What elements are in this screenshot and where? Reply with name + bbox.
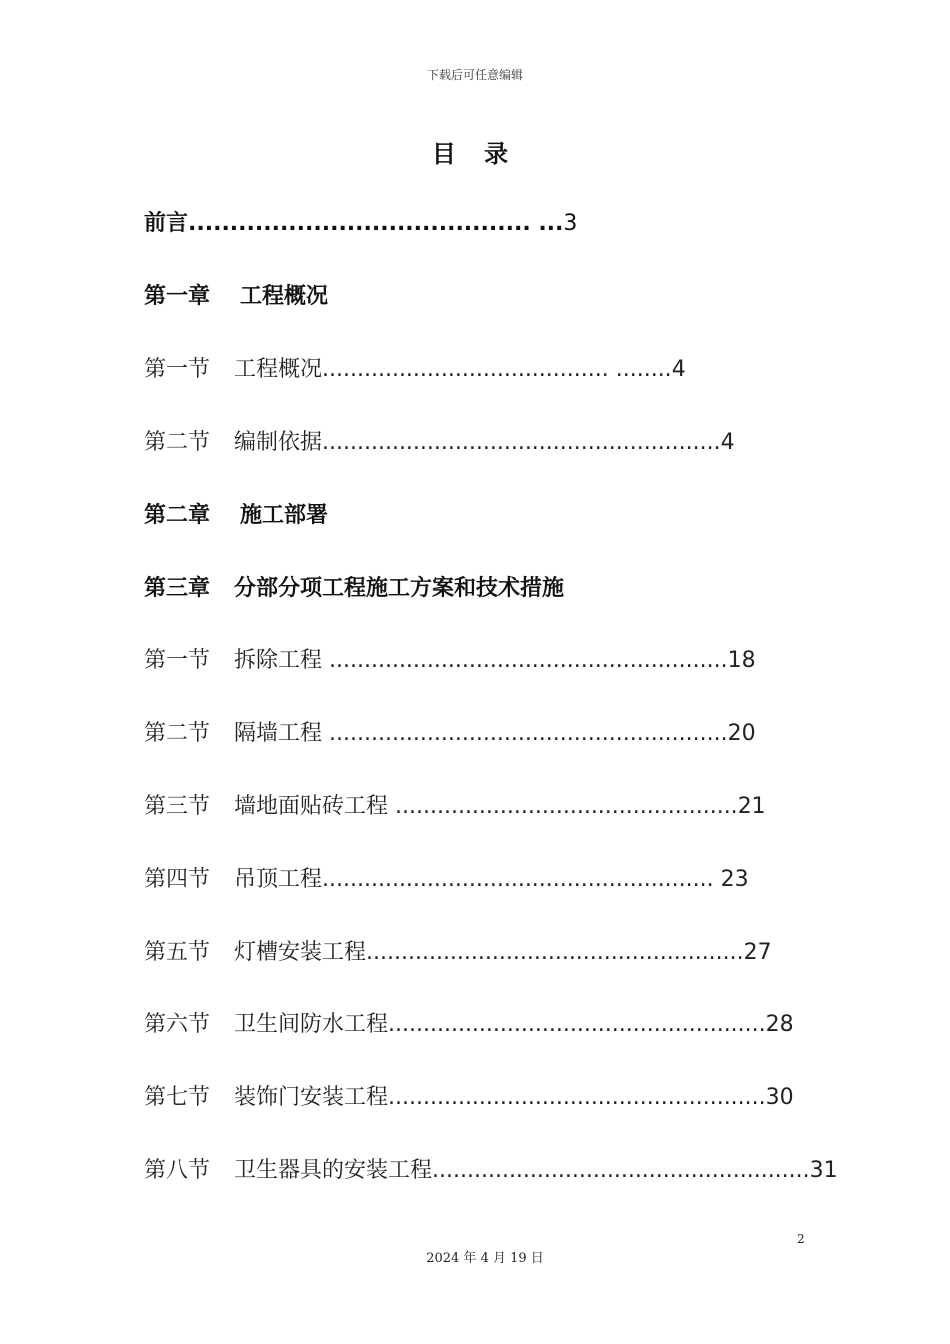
toc-entry-label: 施工部署 [240, 503, 329, 528]
toc-entry-label: 卫生器具的安装工程 [234, 1158, 433, 1183]
toc-entry-chapter-1[interactable] [144, 282, 328, 312]
toc-title: 目 录 [431, 140, 519, 168]
toc-entry-number: 第二节 [144, 430, 211, 455]
toc-leader-dots: ...................................................... [388, 1085, 766, 1110]
toc-entry-number: 第三章 [144, 576, 211, 601]
footer-date: 2024 年 4 月 19 日 [426, 1251, 544, 1266]
toc-entry-number: 第五节 [144, 940, 211, 965]
toc-entry-number: 第七节 [144, 1085, 211, 1110]
toc-leader-dots: ......................................... ........ [322, 357, 672, 382]
toc-entry-preface[interactable] [144, 209, 577, 239]
toc-entry-number: 第八节 [144, 1158, 211, 1183]
toc-entry-chapter-3[interactable] [144, 574, 564, 604]
toc-entry-number: 第四节 [144, 867, 211, 892]
page-header: 下载后可任意编辑 [426, 68, 523, 82]
toc-leader-dots: ...................................................... [432, 1158, 810, 1183]
toc-entry-label: 拆除工程 [234, 648, 323, 673]
toc-entry-section[interactable] [144, 719, 756, 749]
toc-entry-label: 工程概况 [240, 284, 329, 309]
toc-leader-dots: ......................................................... [322, 648, 728, 673]
toc-entry-chapter-2[interactable] [144, 501, 328, 531]
toc-entry-label: 工程概况 [234, 357, 323, 382]
toc-page-number: 18 [727, 648, 756, 673]
toc-leader-dots: ................................................. [388, 794, 738, 819]
toc-entry-number: 第一节 [144, 357, 211, 382]
toc-leader-dots: ...................................................... [388, 1012, 766, 1037]
toc-entry-label: 编制依据 [234, 430, 323, 455]
toc-leader-dots: ......................................................... [322, 430, 721, 455]
toc-entry-label: 吊顶工程 [234, 867, 323, 892]
toc-leader-dots: ...................................................... [366, 940, 744, 965]
toc-entry-section[interactable] [144, 1010, 794, 1040]
toc-entry-number: 第一章 [144, 284, 211, 309]
toc-entry-number: 第一节 [144, 648, 211, 673]
toc-entry-number: 第二章 [144, 503, 211, 528]
toc-page-number: 28 [765, 1012, 794, 1037]
toc-entry-number: 第六节 [144, 1012, 211, 1037]
toc-entry-label: 装饰门安装工程 [234, 1085, 389, 1110]
toc-leader-dots: ........................................................ [322, 867, 721, 892]
toc-entry-section[interactable] [144, 355, 686, 385]
toc-page-number: 3 [563, 211, 578, 236]
toc-entry-label: 分部分项工程施工方案和技术措施 [234, 576, 565, 601]
toc-entry-section[interactable] [144, 1083, 794, 1113]
toc-page-number: 23 [720, 867, 749, 892]
toc-entry-section[interactable] [144, 865, 749, 895]
toc-entry-label: 墙地面贴砖工程 [234, 794, 389, 819]
toc-entry-section[interactable] [144, 646, 756, 676]
toc-entry-label: 隔墙工程 [234, 721, 323, 746]
page-number: 2 [797, 1232, 805, 1246]
toc-page-number: 4 [671, 357, 686, 382]
toc-entry-section[interactable] [144, 1156, 838, 1186]
toc-page-number: 20 [727, 721, 756, 746]
toc-leader-dots: ......................................................... [322, 721, 728, 746]
toc-leader-dots: ......................................... ... [188, 211, 564, 236]
toc-entry-label: 灯槽安装工程 [234, 940, 367, 965]
toc-entry-number: 第二节 [144, 721, 211, 746]
toc-page-number: 21 [737, 794, 766, 819]
toc-entry-section[interactable] [144, 792, 766, 822]
toc-entry-number: 第三节 [144, 794, 211, 819]
toc-page-number: 30 [765, 1085, 794, 1110]
toc-entry-section[interactable] [144, 938, 772, 968]
toc-page-number: 31 [809, 1158, 838, 1183]
toc-page-number: 4 [720, 430, 735, 455]
toc-entry-section[interactable] [144, 428, 735, 458]
toc-entry-label: 卫生间防水工程 [234, 1012, 389, 1037]
toc-page-number: 27 [743, 940, 772, 965]
toc-entry-label: 前言 [144, 211, 189, 236]
